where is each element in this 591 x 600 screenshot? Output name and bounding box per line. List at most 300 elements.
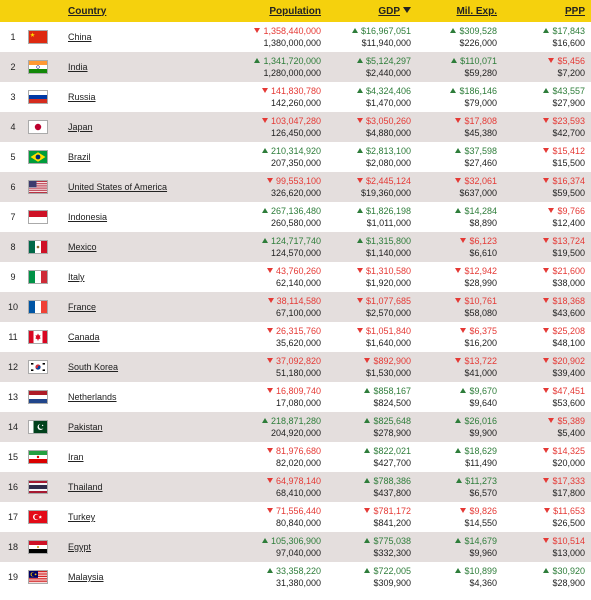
mil-exp-change-value: $110,071	[423, 55, 497, 67]
mil-exp-column-header[interactable]: Mil. Exp.	[456, 5, 497, 17]
flag-cell	[26, 142, 62, 172]
rank-cell: 16	[7, 482, 18, 492]
ppp-cell	[503, 142, 591, 172]
country-link[interactable]: Iran	[68, 452, 84, 462]
table-header-row	[0, 0, 591, 22]
arrow-up-icon	[455, 568, 461, 573]
population-change-value: 71,556,440	[218, 505, 321, 517]
arrow-down-icon	[455, 118, 461, 123]
population-change-value: 81,976,680	[218, 445, 321, 457]
rank-cell: 6	[10, 182, 16, 192]
population-change-value: 38,114,580	[218, 295, 321, 307]
gdp-change-value: $2,813,100	[333, 145, 411, 157]
country-name-cell[interactable]	[62, 442, 212, 472]
mil-exp-cell	[417, 112, 503, 142]
mil-exp-value: $8,890	[469, 218, 497, 228]
population-value: 68,410,000	[275, 488, 321, 498]
mil-exp-value: $6,610	[469, 248, 497, 258]
population-cell	[212, 502, 327, 532]
gdp-column-header[interactable]	[327, 0, 417, 22]
arrow-up-icon	[262, 148, 268, 153]
population-change-value: 210,314,920	[218, 145, 321, 157]
arrow-down-icon	[543, 388, 549, 393]
table-row[interactable]	[0, 82, 591, 112]
arrow-down-icon	[543, 178, 549, 183]
ppp-value: $48,100	[552, 338, 585, 348]
table-row[interactable]	[0, 142, 591, 172]
country-name-cell[interactable]	[62, 562, 212, 592]
gdp-value: $1,470,000	[365, 98, 411, 108]
arrow-down-icon	[548, 58, 554, 63]
gdp-value: $2,570,000	[365, 308, 411, 318]
arrow-up-icon	[456, 478, 462, 483]
gdp-cell	[327, 502, 417, 532]
gdp-value: $1,011,000	[366, 218, 411, 228]
gdp-value: $4,880,000	[365, 128, 411, 138]
ppp-change-value: $16,374	[509, 175, 585, 187]
gdp-value: $1,140,000	[365, 248, 411, 258]
mil-exp-value: $11,490	[465, 458, 497, 468]
population-change-value: 105,306,900	[218, 535, 321, 547]
arrow-down-icon	[543, 538, 549, 543]
gdp-value: $1,920,000	[365, 278, 411, 288]
mil-exp-value: $28,990	[464, 278, 497, 288]
indonesia-flag-icon	[28, 210, 48, 224]
mil-exp-cell	[417, 352, 503, 382]
mil-exp-value: $79,000	[464, 98, 497, 108]
ppp-cell	[503, 472, 591, 502]
mil-exp-change-value: $14,679	[423, 535, 497, 547]
table-row[interactable]	[0, 502, 591, 532]
arrow-down-icon	[267, 508, 273, 513]
country-name-cell[interactable]	[62, 172, 212, 202]
table-row[interactable]	[0, 172, 591, 202]
population-change-value: 103,047,280	[218, 115, 321, 127]
country-link[interactable]: India	[68, 62, 88, 72]
mil-exp-cell	[417, 322, 503, 352]
arrow-up-icon	[357, 148, 363, 153]
table-row[interactable]	[0, 442, 591, 472]
mil-exp-value: $45,380	[464, 128, 497, 138]
arrow-up-icon	[267, 568, 273, 573]
gdp-change-value: $722,005	[333, 565, 411, 577]
country-name-cell[interactable]	[62, 232, 212, 262]
table-row[interactable]	[0, 112, 591, 142]
ppp-value: $17,800	[552, 488, 585, 498]
rank-cell: 8	[10, 242, 16, 252]
arrow-down-icon	[543, 448, 549, 453]
gdp-change-value: $1,051,840	[333, 325, 411, 337]
flag-cell	[26, 112, 62, 142]
mil-exp-change-value: $10,899	[423, 565, 497, 577]
population-value: 62,140,000	[275, 278, 321, 288]
gdp-header-label: GDP	[378, 5, 400, 17]
arrow-up-icon	[364, 448, 370, 453]
gdp-change-value: $3,050,260	[333, 115, 411, 127]
arrow-up-icon	[455, 538, 461, 543]
mil-exp-change-value: $17,808	[423, 115, 497, 127]
thailand-flag-icon	[28, 480, 48, 494]
arrow-up-icon	[455, 148, 461, 153]
russia-flag-icon	[28, 90, 48, 104]
country-name-cell[interactable]	[62, 532, 212, 562]
gdp-cell	[327, 172, 417, 202]
gdp-change-value: $788,386	[333, 475, 411, 487]
country-name-cell[interactable]	[62, 382, 212, 412]
ppp-cell	[503, 262, 591, 292]
arrow-up-icon	[450, 28, 456, 33]
population-cell	[212, 112, 327, 142]
country-name-cell[interactable]	[62, 262, 212, 292]
mil-exp-value: $637,000	[459, 188, 497, 198]
gdp-value: $309,900	[373, 578, 411, 588]
country-name-cell[interactable]	[62, 502, 212, 532]
arrow-down-icon	[544, 508, 550, 513]
country-name-cell[interactable]	[62, 202, 212, 232]
table-row[interactable]	[0, 382, 591, 412]
country-name-cell[interactable]	[62, 472, 212, 502]
gdp-change-value: $781,172	[333, 505, 411, 517]
ppp-change-value: $9,766	[509, 205, 585, 217]
mil-exp-cell	[417, 52, 503, 82]
gdp-cell	[327, 52, 417, 82]
mil-exp-change-value: $6,375	[423, 325, 497, 337]
country-link[interactable]: France	[68, 302, 97, 312]
arrow-down-icon	[357, 298, 363, 303]
country-link[interactable]: Malaysia	[68, 572, 104, 582]
country-link[interactable]: Brazil	[68, 152, 91, 162]
mil-exp-cell	[417, 532, 503, 562]
country-name-cell[interactable]	[62, 52, 212, 82]
arrow-down-icon	[364, 508, 370, 513]
table-row[interactable]	[0, 322, 591, 352]
country-link[interactable]: South Korea	[68, 362, 119, 372]
sort-descending-icon	[403, 7, 411, 13]
country-name-cell[interactable]	[62, 142, 212, 172]
malaysia-flag-icon	[28, 570, 48, 584]
gdp-change-value: $16,967,051	[333, 25, 411, 37]
mil-exp-change-value: $18,629	[423, 445, 497, 457]
population-change-value: 33,358,220	[218, 565, 321, 577]
table-row[interactable]	[0, 52, 591, 82]
population-value: 126,450,000	[270, 128, 321, 138]
table-row[interactable]	[0, 262, 591, 292]
country-link[interactable]: Indonesia	[68, 212, 108, 222]
ppp-cell	[503, 412, 591, 442]
table-row[interactable]	[0, 412, 591, 442]
rank-header	[0, 0, 26, 22]
gdp-value: $841,200	[373, 518, 411, 528]
arrow-down-icon	[543, 148, 549, 153]
table-row[interactable]	[0, 352, 591, 382]
mil-exp-change-value: $186,146	[423, 85, 497, 97]
mil-exp-value: $9,960	[469, 548, 497, 558]
flag-cell	[26, 22, 62, 52]
country-name-cell[interactable]	[62, 412, 212, 442]
mil-exp-cell	[417, 82, 503, 112]
gdp-value: $2,080,000	[365, 158, 411, 168]
mil-exp-change-value: $309,528	[423, 25, 497, 37]
country-link[interactable]: Egypt	[68, 542, 92, 552]
egypt-flag-icon	[28, 540, 48, 554]
arrow-up-icon	[352, 28, 358, 33]
table-body	[0, 22, 591, 592]
mil-exp-cell	[417, 292, 503, 322]
population-value: 82,020,000	[275, 458, 321, 468]
ppp-value: $13,000	[552, 548, 585, 558]
gdp-cell	[327, 352, 417, 382]
gdp-value: $11,940,000	[361, 38, 411, 48]
ppp-value: $26,500	[552, 518, 585, 528]
mil-exp-value: $16,200	[464, 338, 497, 348]
ppp-change-value: $21,600	[509, 265, 585, 277]
population-change-value: 124,717,740	[218, 235, 321, 247]
population-cell	[212, 172, 327, 202]
rank-cell: 1	[10, 32, 16, 42]
mil-exp-value: $6,570	[469, 488, 497, 498]
arrow-up-icon	[357, 58, 363, 63]
country-link[interactable]: Netherlands	[68, 392, 117, 402]
table-row[interactable]	[0, 532, 591, 562]
gdp-cell	[327, 202, 417, 232]
usa-flag-icon	[28, 180, 48, 194]
ppp-change-value: $30,920	[509, 565, 585, 577]
arrow-up-icon	[451, 58, 457, 63]
arrow-down-icon	[364, 358, 370, 363]
arrow-down-icon	[357, 118, 363, 123]
ppp-value: $42,700	[552, 128, 585, 138]
gdp-change-value: $1,077,685	[333, 295, 411, 307]
population-value: 31,380,000	[275, 578, 321, 588]
arrow-up-icon	[262, 238, 268, 243]
flag-cell	[26, 502, 62, 532]
mexico-flag-icon	[28, 240, 48, 254]
population-value: 1,280,000,000	[263, 68, 321, 78]
population-cell	[212, 472, 327, 502]
gdp-cell	[327, 22, 417, 52]
ppp-cell	[503, 172, 591, 202]
ppp-cell	[503, 82, 591, 112]
ppp-value: $43,600	[552, 308, 585, 318]
population-cell	[212, 532, 327, 562]
arrow-down-icon	[548, 208, 554, 213]
gdp-cell	[327, 232, 417, 262]
mil-exp-value: $14,550	[464, 518, 497, 528]
rank-cell: 17	[7, 512, 18, 522]
population-cell	[212, 142, 327, 172]
population-cell	[212, 352, 327, 382]
population-change-value: 1,341,720,000	[218, 55, 321, 67]
country-name-cell[interactable]	[62, 82, 212, 112]
gdp-change-value: $1,310,580	[333, 265, 411, 277]
gdp-cell	[327, 472, 417, 502]
population-change-value: 37,092,820	[218, 355, 321, 367]
gdp-change-value: $858,167	[333, 385, 411, 397]
country-column-header[interactable]: Country	[68, 5, 107, 17]
country-link[interactable]: Mexico	[68, 242, 97, 252]
ppp-value: $20,000	[552, 458, 585, 468]
ppp-change-value: $23,593	[509, 115, 585, 127]
mil-exp-cell	[417, 172, 503, 202]
country-name-cell[interactable]	[62, 22, 212, 52]
population-cell	[212, 22, 327, 52]
mil-exp-value: $59,280	[464, 68, 497, 78]
gdp-change-value: $1,315,800	[333, 235, 411, 247]
ppp-change-value: $47,451	[509, 385, 585, 397]
canada-flag-icon	[28, 330, 48, 344]
population-value: 97,040,000	[275, 548, 321, 558]
flag-cell	[26, 262, 62, 292]
mil-exp-change-value: $9,826	[423, 505, 497, 517]
gdp-cell	[327, 82, 417, 112]
ppp-cell	[503, 502, 591, 532]
ppp-cell	[503, 292, 591, 322]
arrow-up-icon	[543, 88, 549, 93]
mil-exp-value: $41,000	[464, 368, 497, 378]
mil-exp-cell	[417, 202, 503, 232]
ppp-column-header[interactable]: PPP	[564, 5, 585, 17]
ppp-cell	[503, 52, 591, 82]
population-cell	[212, 322, 327, 352]
brazil-flag-icon	[28, 150, 48, 164]
ppp-value: $39,400	[552, 368, 585, 378]
country-link[interactable]: Canada	[68, 332, 100, 342]
country-name-cell[interactable]	[62, 322, 212, 352]
ppp-cell	[503, 442, 591, 472]
gdp-value: $1,640,000	[365, 338, 411, 348]
population-cell	[212, 562, 327, 592]
population-value: 260,580,000	[270, 218, 321, 228]
rank-cell: 15	[7, 452, 18, 462]
gdp-value: $824,500	[373, 398, 411, 408]
population-value: 51,180,000	[275, 368, 321, 378]
gdp-change-value: $775,038	[333, 535, 411, 547]
rank-cell: 4	[10, 122, 16, 132]
ppp-change-value: $18,368	[509, 295, 585, 307]
country-link[interactable]: Pakistan	[68, 422, 103, 432]
arrow-up-icon	[543, 568, 549, 573]
arrow-down-icon	[357, 328, 363, 333]
flag-cell	[26, 532, 62, 562]
arrow-up-icon	[364, 568, 370, 573]
mil-exp-cell	[417, 472, 503, 502]
flag-cell	[26, 52, 62, 82]
country-link[interactable]: China	[68, 32, 92, 42]
flag-cell	[26, 472, 62, 502]
table-row[interactable]	[0, 232, 591, 262]
rank-cell: 19	[7, 572, 18, 582]
country-name-cell[interactable]	[62, 352, 212, 382]
arrow-up-icon	[357, 88, 363, 93]
gdp-value: $2,440,000	[365, 68, 411, 78]
italy-flag-icon	[28, 270, 48, 284]
ppp-value: $5,400	[557, 428, 585, 438]
arrow-down-icon	[262, 118, 268, 123]
japan-flag-icon	[28, 120, 48, 134]
rank-cell: 11	[8, 332, 18, 342]
population-column-header[interactable]: Population	[269, 5, 321, 17]
arrow-down-icon	[267, 478, 273, 483]
arrow-up-icon	[262, 418, 268, 423]
iran-flag-icon	[28, 450, 48, 464]
ppp-cell	[503, 562, 591, 592]
ppp-change-value: $11,653	[509, 505, 585, 517]
arrow-down-icon	[357, 268, 363, 273]
flag-cell	[26, 172, 62, 202]
population-value: 67,100,000	[275, 308, 321, 318]
population-change-value: 1,358,440,000	[218, 25, 321, 37]
table-row[interactable]	[0, 472, 591, 502]
arrow-down-icon	[543, 238, 549, 243]
population-change-value: 43,760,260	[218, 265, 321, 277]
table-row[interactable]	[0, 202, 591, 232]
arrow-up-icon	[364, 388, 370, 393]
arrow-down-icon	[460, 328, 466, 333]
arrow-up-icon	[450, 88, 456, 93]
gdp-change-value: $822,021	[333, 445, 411, 457]
arrow-up-icon	[357, 208, 363, 213]
flag-header	[26, 0, 62, 22]
table-row[interactable]	[0, 22, 591, 52]
country-link[interactable]: Japan	[68, 122, 93, 132]
ppp-cell	[503, 22, 591, 52]
india-flag-icon	[28, 60, 48, 74]
arrow-down-icon	[460, 508, 466, 513]
population-value: 204,920,000	[270, 428, 321, 438]
arrow-down-icon	[267, 388, 273, 393]
population-value: 17,080,000	[275, 398, 321, 408]
rank-cell: 12	[7, 362, 18, 372]
country-name-cell[interactable]	[62, 112, 212, 142]
table-row[interactable]	[0, 292, 591, 322]
country-link[interactable]: United States of America	[68, 182, 168, 192]
ppp-cell	[503, 382, 591, 412]
rank-cell: 13	[7, 392, 18, 402]
arrow-down-icon	[268, 298, 274, 303]
mil-exp-cell	[417, 442, 503, 472]
country-link[interactable]: Russia	[68, 92, 96, 102]
arrow-down-icon	[267, 268, 273, 273]
ppp-value: $12,400	[552, 218, 585, 228]
population-cell	[212, 382, 327, 412]
ppp-cell	[503, 532, 591, 562]
ppp-change-value: $43,557	[509, 85, 585, 97]
table-row[interactable]	[0, 562, 591, 592]
gdp-cell	[327, 562, 417, 592]
country-link[interactable]: Thailand	[68, 482, 103, 492]
population-change-value: 16,809,740	[218, 385, 321, 397]
population-value: 142,260,000	[270, 98, 321, 108]
population-change-value: 141,830,780	[218, 85, 321, 97]
gdp-value: $19,360,000	[360, 188, 411, 198]
country-name-cell[interactable]	[62, 292, 212, 322]
mil-exp-change-value: $12,942	[423, 265, 497, 277]
arrow-down-icon	[357, 178, 363, 183]
mil-exp-cell	[417, 412, 503, 442]
country-link[interactable]: Italy	[68, 272, 85, 282]
flag-cell	[26, 352, 62, 382]
arrow-up-icon	[455, 208, 461, 213]
arrow-up-icon	[357, 238, 363, 243]
mil-exp-cell	[417, 22, 503, 52]
mil-exp-cell	[417, 262, 503, 292]
mil-exp-cell	[417, 232, 503, 262]
arrow-down-icon	[455, 268, 461, 273]
country-link[interactable]: Turkey	[68, 512, 96, 522]
arrow-down-icon	[262, 88, 268, 93]
arrow-down-icon	[543, 478, 549, 483]
population-cell	[212, 412, 327, 442]
